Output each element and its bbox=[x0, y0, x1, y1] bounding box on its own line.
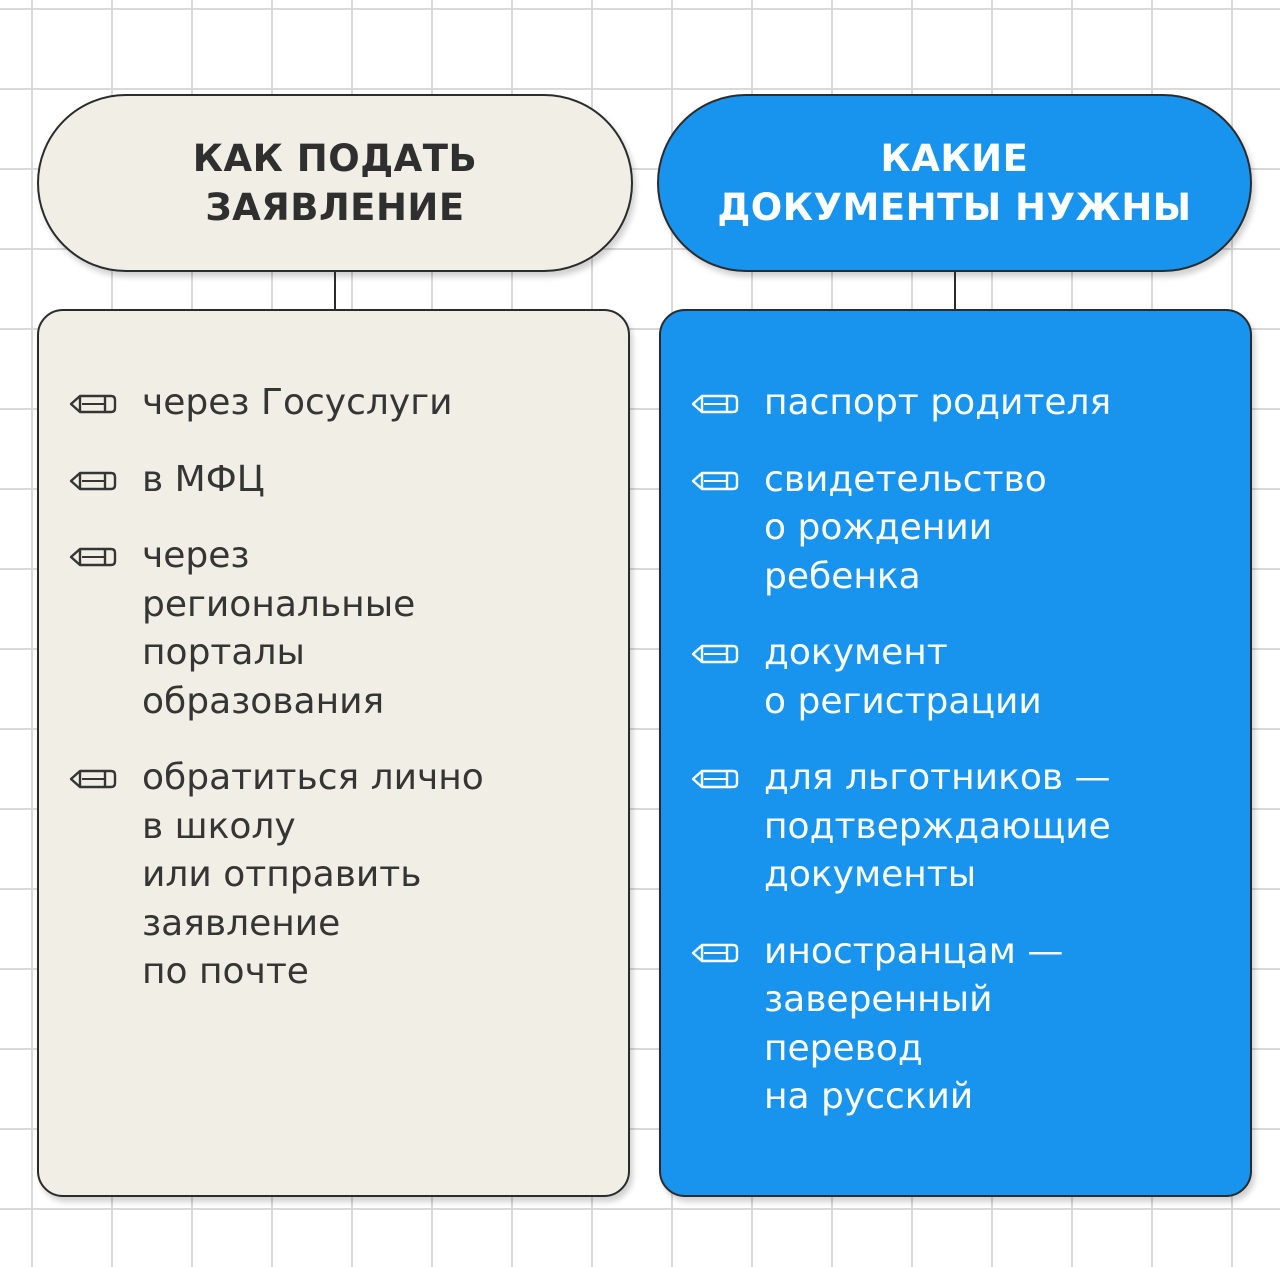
list-item-text: через Госуслуги bbox=[142, 382, 453, 423]
list-item bbox=[69, 532, 609, 726]
list-item bbox=[691, 456, 1236, 602]
list-item bbox=[691, 754, 1236, 900]
list-item bbox=[69, 379, 609, 428]
pencil-icon bbox=[691, 470, 739, 492]
connector-line-right bbox=[954, 272, 956, 310]
pencil-icon bbox=[691, 643, 739, 665]
list-item-text: через региональные порталы образования bbox=[142, 535, 416, 722]
pencil-icon bbox=[691, 768, 739, 790]
list-item-text: обратиться лично в школу или отправить заявление по почте bbox=[142, 757, 484, 992]
list-how-to-apply bbox=[69, 379, 609, 1025]
connector-line-left bbox=[334, 272, 336, 310]
header-how-to-apply-title: КАК ПОДАТЬ ЗАЯВЛЕНИЕ bbox=[192, 137, 478, 229]
list-item bbox=[691, 379, 1236, 428]
card-how-to-apply bbox=[37, 309, 630, 1197]
list-item-text: иностранцам — заверенный перевод на русский bbox=[764, 930, 1064, 1117]
list-item-text: для льготников — подтверждающие документы bbox=[764, 757, 1111, 895]
pencil-icon bbox=[69, 768, 117, 790]
list-item-text: в МФЦ bbox=[142, 458, 265, 500]
list-item bbox=[691, 928, 1236, 1122]
list-item bbox=[69, 754, 609, 997]
header-required-documents bbox=[657, 94, 1252, 272]
pencil-icon bbox=[69, 393, 117, 415]
pencil-icon bbox=[691, 942, 739, 964]
list-item-text: паспорт родителя bbox=[764, 382, 1112, 423]
list-item bbox=[69, 456, 609, 505]
pencil-icon bbox=[69, 470, 117, 492]
list-required-documents bbox=[691, 379, 1236, 1150]
pencil-icon bbox=[69, 546, 117, 568]
header-required-documents-title: КАКИЕ ДОКУМЕНТЫ НУЖНЫ bbox=[717, 137, 1192, 229]
card-required-documents bbox=[659, 309, 1252, 1197]
list-item bbox=[691, 629, 1236, 726]
header-how-to-apply bbox=[37, 94, 633, 272]
list-item-text: документ о регистрации bbox=[764, 632, 1042, 722]
list-item-text: свидетельство о рождении ребенка bbox=[764, 458, 1047, 597]
pencil-icon bbox=[691, 393, 739, 415]
